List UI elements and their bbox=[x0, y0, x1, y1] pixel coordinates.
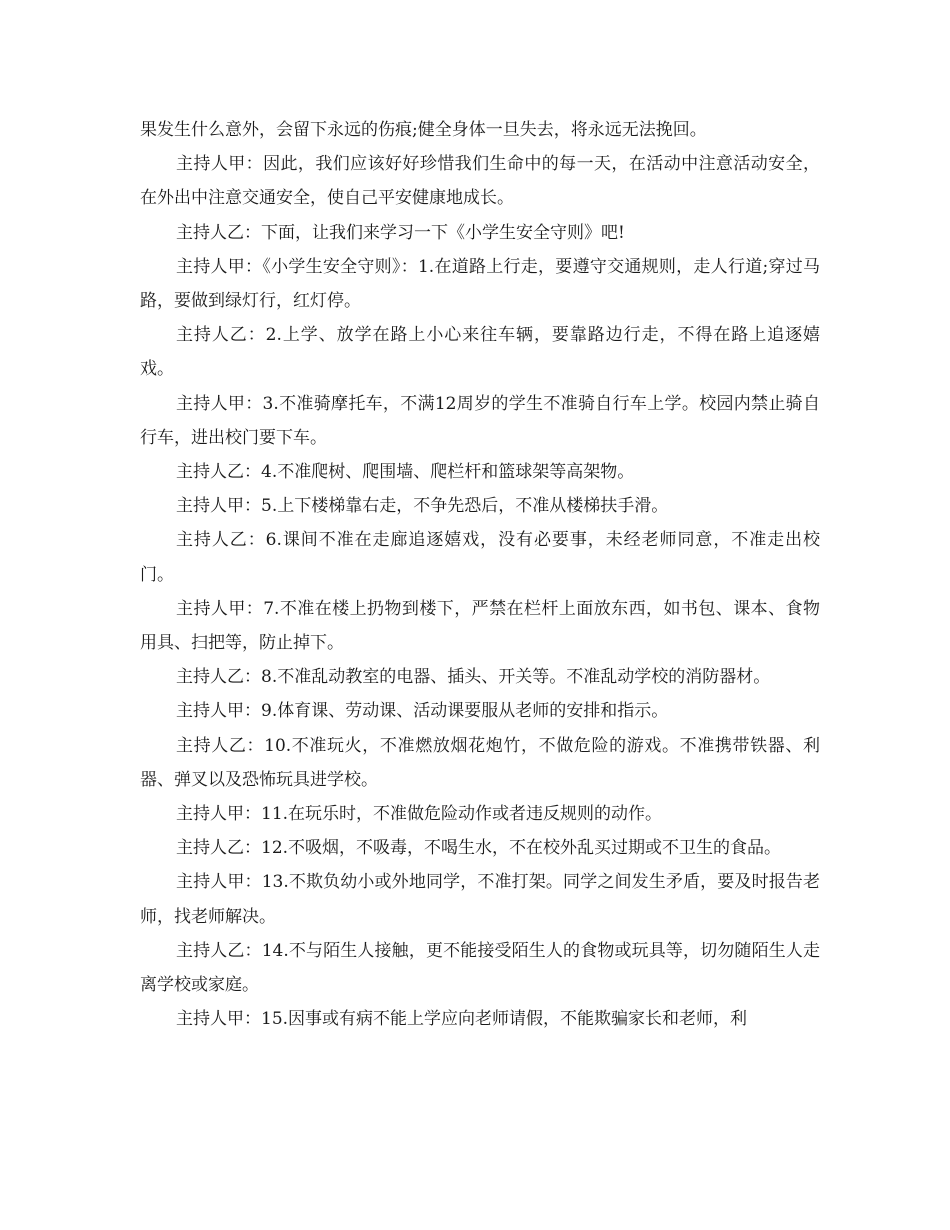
paragraph-rule-5: 主持人甲：5.上下楼梯靠右走，不争先恐后，不准从楼梯扶手滑。 bbox=[176, 496, 669, 517]
document-body bbox=[140, 113, 820, 1036]
paragraph-rule-4: 主持人乙：4.不准爬树、爬围墙、爬栏杆和篮球架等高架物。 bbox=[176, 462, 635, 483]
paragraph-rule-8: 主持人乙：8.不准乱动教室的电器、插头、开关等。不准乱动学校的消防器材。 bbox=[176, 667, 771, 688]
paragraph-host-b-intro-rules: 主持人乙：下面，让我们来学习一下《小学生安全守则》吧! bbox=[176, 222, 625, 243]
paragraph-continuation: 果发生什么意外，会留下永远的伤痕;健全身体一旦失去，将永远无法挽回。 bbox=[140, 120, 707, 140]
paragraph-rule-15: 主持人甲：15.因事或有病不能上学应向老师请假，不能欺骗家长和老师，利 bbox=[176, 1009, 748, 1030]
paragraph-rule-13: 主持人甲：13.不欺负幼小或外地同学，不准打架。同学之间发生矛盾，要及时报告老师，找老师解决。 bbox=[140, 872, 820, 927]
paragraph-rule-14: 主持人乙：14.不与陌生人接触，更不能接受陌生人的食物或玩具等，切勿随陌生人走离学校或家庭。 bbox=[140, 940, 820, 996]
paragraph-rule-10: 主持人乙：10.不准玩火，不准燃放烟花炮竹，不做危险的游戏。不准携带铁器、利器、弹叉以及恐怖玩具进学校。 bbox=[140, 735, 820, 790]
paragraph-rule-7: 主持人甲：7.不准在楼上扔物到楼下，严禁在栏杆上面放东西，如书包、课本、食物用具、扫把等，防止掉下。 bbox=[140, 598, 820, 654]
paragraph-host-a-cherish-life: 主持人甲：因此，我们应该好好珍惜我们生命中的每一天，在活动中注意活动安全，在外出中注意交通安全，使自己平安健康地成长。 bbox=[140, 154, 820, 209]
paragraph-rule-12: 主持人乙：12.不吸烟，不吸毒，不喝生水，不在校外乱买过期或不卫生的食品。 bbox=[176, 838, 782, 859]
paragraph-rule-11: 主持人甲：11.在玩乐时，不准做危险动作或者违反规则的动作。 bbox=[176, 804, 663, 825]
paragraph-rule-3: 主持人甲：3.不准骑摩托车，不满12周岁的学生不准骑自行车上学。校园内禁止骑自行车，进出校门要下车。 bbox=[140, 393, 820, 448]
paragraph-rule-6: 主持人乙：6.课间不准在走廊追逐嬉戏，没有必要事，未经老师同意，不准走出校门。 bbox=[140, 530, 820, 585]
paragraph-rule-1: 主持人甲：《小学生安全守则》：1.在道路上行走，要遵守交通规则，走人行道;穿过马路，要做到绿灯行，红灯停。 bbox=[140, 256, 820, 312]
paragraph-rule-2: 主持人乙：2.上学、放学在路上小心来往车辆，要靠路边行走，不得在路上追逐嬉戏。 bbox=[140, 325, 820, 380]
paragraph-rule-9: 主持人甲：9.体育课、劳动课、活动课要服从老师的安排和指示。 bbox=[176, 701, 669, 722]
